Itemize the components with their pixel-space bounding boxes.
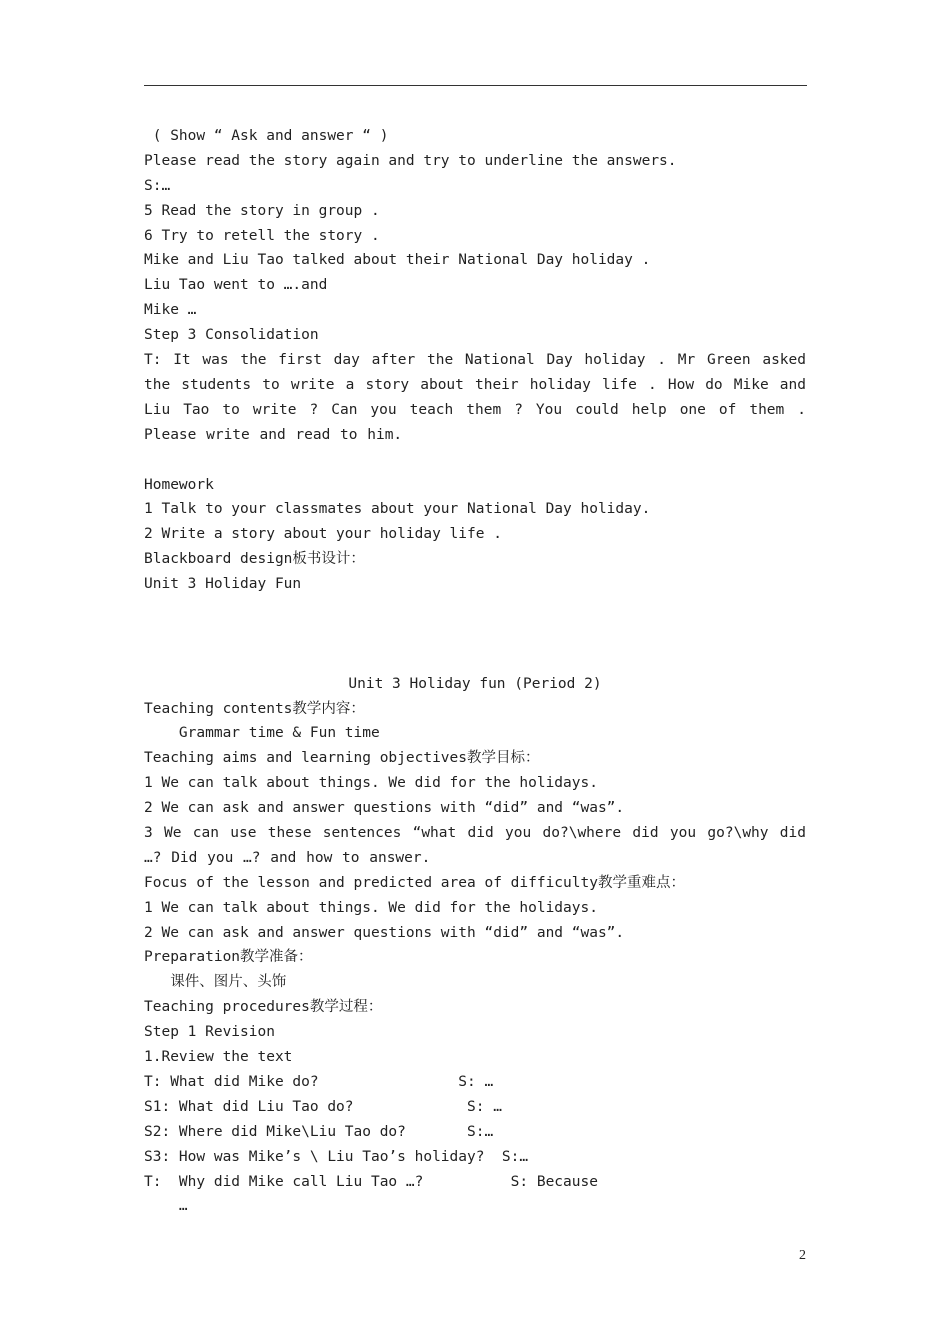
page-number: 2 xyxy=(799,1248,806,1263)
blackboard-label: Blackboard design板书设计： xyxy=(144,551,365,568)
homework-item: 1 Talk to your classmates about your National Day holiday. xyxy=(144,501,651,518)
period-title: Unit 3 Holiday fun (Period 2) xyxy=(348,675,602,692)
text-line: 5 Read the story in group . xyxy=(144,202,380,219)
text-line: Teaching aims and learning objectives教学目标： xyxy=(144,750,540,767)
spacer xyxy=(144,647,806,672)
consolidation-paragraph: T: It was the first day after the National Day holiday . Mr Green asked the students to write a story about their holiday life . How do Mike and Liu Tao to write ? Can you teach them ? You could help one of them . Please write and read to him. xyxy=(144,352,806,443)
text-line: Please read the story again and try to underline the answers. xyxy=(144,152,677,169)
text-line: 1 We can talk about things. We did for the holidays. xyxy=(144,899,598,916)
text-line: 2 We can ask and answer questions with “did” and “was”. xyxy=(144,924,625,941)
objective-paragraph: 3 We can use these sentences “what did you do?\where did you go?\why did …? Did you …? and how to answer. xyxy=(144,825,806,866)
text-line: Mike … xyxy=(144,302,197,319)
homework-item: 2 Write a story about your holiday life . xyxy=(144,526,502,543)
text-line: Focus of the lesson and predicted area of difficulty教学重难点： xyxy=(144,874,685,891)
dialogue-line: S2: Where did Mike\Liu Tao do? S:… xyxy=(144,1123,494,1140)
text-line: Teaching procedures教学过程： xyxy=(144,999,383,1016)
text-line: Teaching contents教学内容： xyxy=(144,700,365,717)
dialogue-line: … xyxy=(144,1198,188,1215)
blackboard-content: Unit 3 Holiday Fun xyxy=(144,576,302,593)
step-heading: Step 3 Consolidation xyxy=(144,327,319,344)
spacer xyxy=(144,597,806,622)
text-line: 6 Try to retell the story . xyxy=(144,227,380,244)
dialogue-line: S1: What did Liu Tao do? S: … xyxy=(144,1098,502,1115)
step-heading: Step 1 Revision xyxy=(144,1024,275,1041)
text-line: ( Show “ Ask and answer “ ) xyxy=(144,128,389,144)
spacer xyxy=(144,448,806,473)
text-line: Grammar time & Fun time xyxy=(144,725,380,742)
spacer xyxy=(144,622,806,647)
text-line: Mike and Liu Tao talked about their National Day holiday . xyxy=(144,252,651,269)
text-line: 课件、图片、头饰 xyxy=(144,974,287,991)
text-line: 1 We can talk about things. We did for the holidays. xyxy=(144,775,598,792)
text-line: 1.Review the text xyxy=(144,1049,293,1066)
text-line: Preparation教学准备： xyxy=(144,949,313,966)
dialogue-line: T: What did Mike do? S: … xyxy=(144,1073,494,1090)
header-rule xyxy=(144,85,807,86)
homework-title: Homework xyxy=(144,476,214,493)
document-body xyxy=(144,124,806,1219)
dialogue-line: S3: How was Mike’s \ Liu Tao’s holiday? S:… xyxy=(144,1148,529,1165)
text-line: Liu Tao went to ….and xyxy=(144,277,328,294)
dialogue-line: T: Why did Mike call Liu Tao …? S: Because xyxy=(144,1173,598,1190)
text-line: 2 We can ask and answer questions with “did” and “was”. xyxy=(144,800,625,817)
text-line: S:… xyxy=(144,177,171,194)
